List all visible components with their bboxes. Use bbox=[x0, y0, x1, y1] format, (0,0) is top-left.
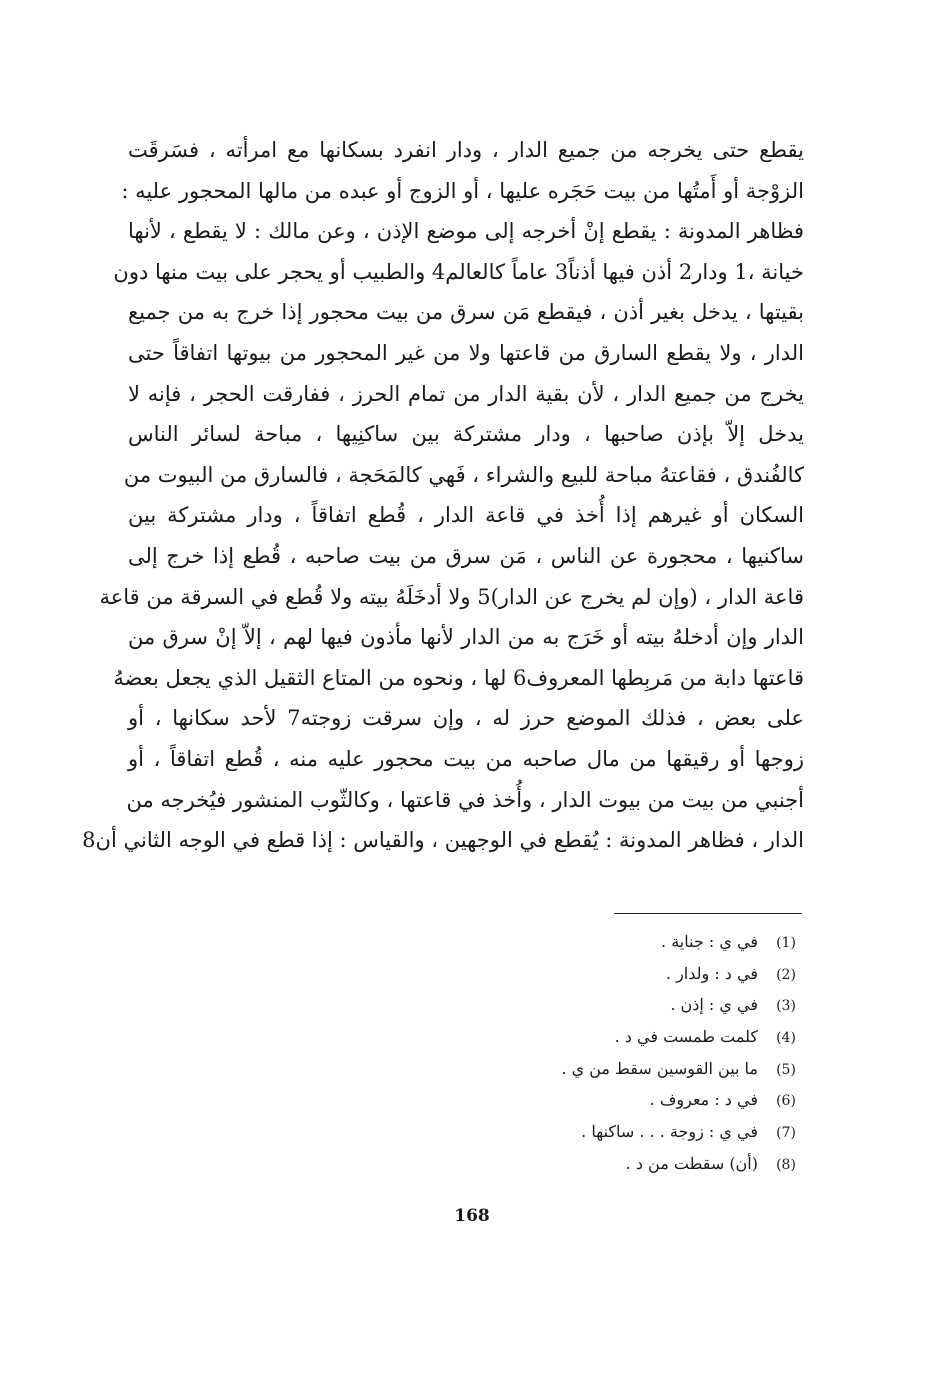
text-line: فظاهر المدونة : يقطع إنْ أخرجه إلى موضع الإذن ، وعن مالك : لا يقطع ، لأنها bbox=[128, 219, 804, 244]
footnote bbox=[420, 958, 808, 990]
footnote-text: ما بين القوسين سقط من ي . bbox=[561, 1058, 758, 1078]
footnote-number: (2) bbox=[776, 966, 796, 983]
text-line: أجنبي من بيت من بيوت الدار ، وأُخذ في قاعتها ، وكالثّوب المنشور فيُخرجه من bbox=[126, 787, 804, 812]
footnote-text: في د : معروف . bbox=[649, 1090, 758, 1110]
footnote-number: (6) bbox=[776, 1093, 796, 1110]
footnote bbox=[420, 1148, 808, 1180]
text-line: زوجها أو رقيقها من مال صاحبه من بيت محجور عليه منه ، قُطع اتفاقاً ، أو bbox=[128, 746, 804, 771]
footnote-divider bbox=[614, 913, 802, 914]
footnote bbox=[420, 1021, 808, 1053]
text-line: الدار ، ولا يقطع السارق من قاعتها ولا من غير المحجور من بيوتها اتفاقاً حتى bbox=[128, 340, 804, 365]
text-line: كالفُندق ، فقاعتهُ مباحة للبيع والشراء ، فَهي كالمَحَجة ، فالسارق من البيوت من bbox=[123, 462, 804, 487]
footnote-text: في ي : إذن . bbox=[670, 995, 758, 1015]
footnote-number: (5) bbox=[776, 1061, 796, 1078]
text-line: ساكنيها ، محجورة عن الناس ، مَن سرق من بيت صاحبه ، قُطع إذا خرج إلى bbox=[128, 543, 804, 568]
text-line: يخرج من جميع الدار ، لأن بقية الدار من تمام الحرز ، ففارقت الحجر ، فإنه لا bbox=[128, 381, 804, 406]
footnote-text: في د : ولدار . bbox=[665, 963, 758, 983]
text-line: الدار ، فظاهر المدونة : يُقطع في الوجهين ، والقياس : إذا قطع في الوجه الثاني أن8 bbox=[82, 828, 804, 853]
text-line: قاعة الدار ، (وإن لم يخرج عن الدار)5 ولا أدخَلَهُ بيته ولا قُطع في السرقة من قاعة bbox=[99, 584, 804, 609]
footnote-text: كلمت طمست في د . bbox=[614, 1027, 758, 1047]
text-line: خيانة ،1 ودار2 أذن فيها أذناً3 عاماً كالعالم4 والطبيب أو يحجر على بيت منها دون bbox=[113, 259, 804, 284]
footnote-number: (4) bbox=[776, 1030, 796, 1047]
text-line: على بعض ، فذلك الموضع حرز له ، وإن سرقت زوجته7 لأحد سكانها ، أو bbox=[128, 706, 804, 731]
footnote bbox=[420, 1116, 808, 1148]
footnote-text: (أن) سقطت من د . bbox=[625, 1153, 758, 1173]
footnote bbox=[420, 989, 808, 1021]
page-number: 168 bbox=[454, 1206, 490, 1226]
text-line: بقيتها ، يدخل بغير أذن ، فيقطع مَن سرق من بيت محجور إذا خرج به من جميع bbox=[128, 300, 804, 325]
text-line: قاعتها دابة من مَربِطها المعروف6 لها ، ونحوه من المتاع الثقيل الذي يجعل بعضهُ bbox=[113, 665, 804, 690]
footnote bbox=[420, 1053, 808, 1085]
footnote-number: (8) bbox=[776, 1156, 796, 1173]
text-line: الزوْجة أو أَمتُها من بيت حَجَره عليها ، أو الزوج أو عبده من مالها المحجور عليه : bbox=[121, 178, 804, 203]
text-line: السكان أو غيرهم إذا أُخذ في قاعة الدار ، قُطع اتفاقاً ، ودار مشتركة بين bbox=[128, 503, 804, 528]
footnote-number: (3) bbox=[776, 998, 796, 1015]
text-line: يدخل إلاّ بإذن صاحبها ، ودار مشتركة بين ساكنِيها ، مباحة لسائر الناس bbox=[128, 422, 804, 447]
footnote-number: (1) bbox=[776, 935, 796, 951]
footnote-text: في ي : جناية . bbox=[661, 932, 758, 951]
footnote-text: في ي : زوجة . . . ساكنها . bbox=[581, 1122, 758, 1142]
footnote bbox=[420, 926, 808, 958]
footnote-number: (7) bbox=[776, 1125, 796, 1142]
footnotes bbox=[420, 926, 808, 1180]
text-line: الدار وإن أدخلهُ بيته أو خَرَج به من الدار لأنها مأذون فيها لهم ، إلاّ إنْ سرق من bbox=[128, 625, 804, 650]
body-text bbox=[82, 130, 804, 861]
footnote bbox=[420, 1084, 808, 1116]
text-line: يقطع حتى يخرجه من جميع الدار ، ودار انفرد بسكانها مع امرأته ، فسَرقَت bbox=[128, 138, 804, 162]
